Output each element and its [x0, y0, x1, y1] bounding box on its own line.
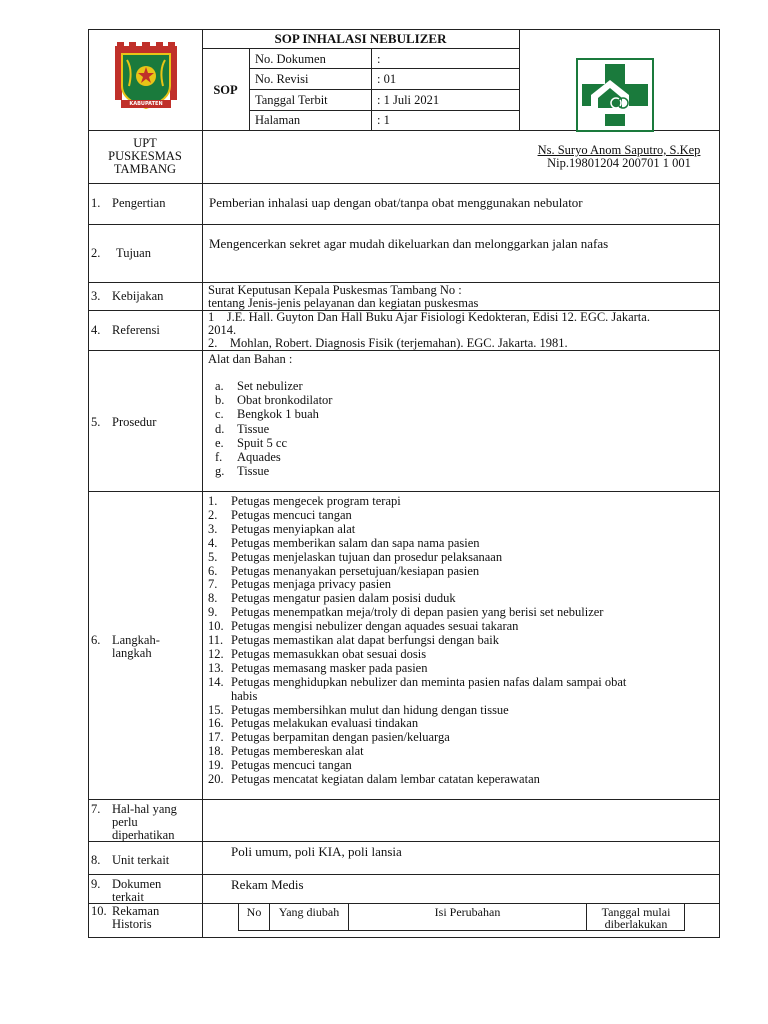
- section-number: 6.: [91, 633, 101, 647]
- prosedur-item-text: Obat bronkodilator: [237, 393, 333, 408]
- field-value-halaman: : 1: [377, 113, 390, 127]
- tujuan-text: Mengencerkan sekret agar mudah dikeluarkan dan melonggarkan jalan nafas: [209, 236, 609, 251]
- step-number: 10.: [208, 619, 224, 634]
- step-number: 18.: [208, 744, 224, 759]
- step-text: habis: [231, 688, 258, 703]
- section-label-hal-2: perlu: [112, 815, 138, 829]
- section-label-hal-1: Hal-hal yang: [112, 802, 177, 816]
- section-label-rekaman-2: Historis: [112, 917, 152, 931]
- prosedur-item-letter: g.: [215, 464, 225, 479]
- section-number: 10.: [91, 904, 107, 918]
- step-text: Petugas mengisi nebulizer dengan aquades sesuai takaran: [231, 619, 519, 634]
- field-label-tanggal-terbit: Tanggal Terbit: [255, 93, 328, 107]
- step-number: 17.: [208, 730, 224, 745]
- step-number: 16.: [208, 716, 224, 731]
- step-number: 8.: [208, 591, 218, 606]
- step-text: Petugas mengecek program terapi: [231, 494, 401, 508]
- prosedur-item-letter: f.: [215, 450, 223, 464]
- table-header-no: No: [246, 905, 262, 919]
- section-label-langkah-1: Langkah-: [112, 633, 160, 647]
- section-number: 2.: [91, 246, 101, 260]
- table-header-tanggal-1: Tanggal mulai: [601, 905, 671, 919]
- prosedur-item-text: Aquades: [237, 450, 281, 464]
- step-text: Petugas membereskan alat: [231, 744, 364, 759]
- step-text: Petugas memastikan alat dapat berfungsi dengan baik: [231, 633, 499, 647]
- step-number: 20.: [208, 772, 224, 786]
- section-label-pengertian: Pengertian: [112, 196, 166, 210]
- step-text: Petugas membersihkan mulut dan hidung dengan tissue: [231, 702, 509, 717]
- table-header-yang-diubah: Yang diubah: [278, 905, 340, 919]
- step-text: Petugas melakukan evaluasi tindakan: [231, 716, 419, 731]
- step-text: Petugas mencuci tangan: [231, 507, 352, 522]
- prosedur-item-letter: b.: [215, 393, 225, 408]
- org-name-line-3: TAMBANG: [113, 162, 177, 176]
- field-value-tanggal-terbit: : 1 Juli 2021: [377, 93, 440, 107]
- kebijakan-line-2: tentang Jenis-jenis pelayanan dan kegiatan puskesmas: [208, 296, 479, 310]
- prosedur-item-text: Bengkok 1 buah: [237, 407, 319, 422]
- section-number: 5.: [91, 415, 101, 429]
- field-value-no-dokumen: :: [377, 52, 381, 66]
- puskesmas-logo: [576, 58, 654, 132]
- section-label-referensi: Referensi: [112, 323, 160, 337]
- step-number: 2.: [208, 507, 218, 522]
- section-number: 7.: [91, 802, 101, 816]
- section-number: 3.: [91, 289, 101, 303]
- prosedur-heading: Alat dan Bahan :: [208, 352, 293, 366]
- step-number: 9.: [208, 605, 218, 620]
- step-number: 6.: [208, 563, 218, 578]
- step-number: 4.: [208, 535, 218, 550]
- unit-terkait-text: Poli umum, poli KIA, poli lansia: [231, 844, 402, 859]
- document-title: SOP INHALASI NEBULIZER: [274, 31, 447, 46]
- step-number: 14.: [208, 674, 224, 689]
- step-number: 12.: [208, 646, 224, 661]
- prosedur-item-letter: c.: [215, 407, 224, 422]
- signer-nip: Nip.19801204 200701 1 001: [547, 156, 691, 170]
- step-text: Petugas mencuci tangan: [231, 758, 352, 773]
- step-number: 5.: [208, 549, 218, 564]
- referensi-line-1: 1 J.E. Hall. Guyton Dan Hall Buku Ajar Fisiologi Kedokteran, Edisi 12. EGC. Jakarta.: [208, 310, 650, 324]
- kebijakan-line-1: Surat Keputusan Kepala Puskesmas Tambang No :: [208, 283, 462, 297]
- seal-banner-text: KABUPATEN KAMPAR: [129, 101, 163, 115]
- step-text: Petugas memberikan salam dan sapa nama pasien: [231, 535, 480, 550]
- section-number: 1.: [91, 196, 101, 210]
- section-number: 4.: [91, 323, 101, 337]
- section-label-langkah-2: langkah: [112, 646, 152, 660]
- section-label-unit: Unit terkait: [112, 853, 170, 867]
- step-text: Petugas menjelaskan tujuan dan prosedur pelaksanaan: [231, 549, 503, 564]
- field-label-no-revisi: No. Revisi: [255, 72, 309, 86]
- section-number: 8.: [91, 853, 101, 867]
- dokumen-terkait-text: Rekam Medis: [231, 877, 304, 892]
- referensi-line-3: 2. Mohlan, Robert. Diagnosis Fisik (terjemahan). EGC. Jakarta. 1981.: [208, 336, 568, 350]
- step-number: 3.: [208, 521, 218, 536]
- step-number: 7.: [208, 577, 218, 592]
- org-name-line-2: PUSKESMAS: [108, 149, 182, 163]
- step-text: Petugas mencatat kegiatan dalam lembar catatan keperawatan: [231, 772, 540, 786]
- step-text: Petugas mengatur pasien dalam posisi duduk: [231, 591, 456, 606]
- org-name-line-1: UPT: [133, 136, 157, 150]
- section-label-tujuan: Tujuan: [116, 246, 151, 260]
- section-number: 9.: [91, 877, 101, 891]
- prosedur-item-text: Tissue: [237, 464, 270, 479]
- table-header-tanggal-2: diberlakukan: [604, 917, 668, 931]
- step-number: 13.: [208, 660, 224, 675]
- pengertian-text: Pemberian inhalasi uap dengan obat/tanpa obat menggunakan nebulator: [209, 195, 583, 210]
- signer-name: Ns. Suryo Anom Saputro, S.Kep: [537, 143, 701, 157]
- step-number: 15.: [208, 702, 224, 717]
- prosedur-item-text: Tissue: [237, 421, 270, 436]
- section-label-kebijakan: Kebijakan: [112, 289, 164, 303]
- regency-seal-logo: [113, 42, 179, 115]
- section-label-dokumen-1: Dokumen: [112, 877, 162, 891]
- referensi-line-2: 2014.: [208, 323, 237, 337]
- section-label-prosedur: Prosedur: [112, 415, 157, 429]
- table-header-isi-perubahan: Isi Perubahan: [434, 905, 501, 919]
- step-text: Petugas menghidupkan nebulizer dan meminta pasien nafas dalam sampai obat: [231, 674, 627, 689]
- step-text: Petugas menyiapkan alat: [231, 521, 356, 536]
- step-text: Petugas menempatkan meja/troly di depan pasien yang berisi set nebulizer: [231, 605, 604, 620]
- prosedur-item-text: Spuit 5 cc: [237, 435, 287, 450]
- step-text: Petugas memasukkan obat sesuai dosis: [231, 646, 427, 661]
- prosedur-item-letter: e.: [215, 435, 224, 450]
- step-number: 1.: [208, 494, 218, 508]
- revision-history-table: [238, 903, 685, 931]
- section-label-dokumen-2: terkait: [112, 890, 144, 904]
- prosedur-item-text: Set nebulizer: [237, 379, 303, 393]
- section-label-hal-3: diperhatikan: [112, 828, 175, 842]
- field-label-halaman: Halaman: [255, 113, 301, 127]
- step-text: Petugas memasang masker pada pasien: [231, 660, 428, 675]
- section-label-rekaman-1: Rekaman: [112, 904, 160, 918]
- step-number: 19.: [208, 758, 224, 773]
- field-label-no-dokumen: No. Dokumen: [255, 52, 326, 66]
- field-value-no-revisi: : 01: [377, 72, 397, 86]
- step-text: Petugas menjaga privacy pasien: [231, 577, 392, 592]
- sop-label: SOP: [213, 83, 238, 97]
- step-number: 11.: [208, 633, 224, 647]
- prosedur-item-letter: d.: [215, 421, 225, 436]
- step-text: Petugas berpamitan dengan pasien/keluarga: [231, 730, 450, 745]
- step-text: Petugas menanyakan persetujuan/kesiapan pasien: [231, 563, 480, 578]
- prosedur-item-letter: a.: [215, 379, 224, 393]
